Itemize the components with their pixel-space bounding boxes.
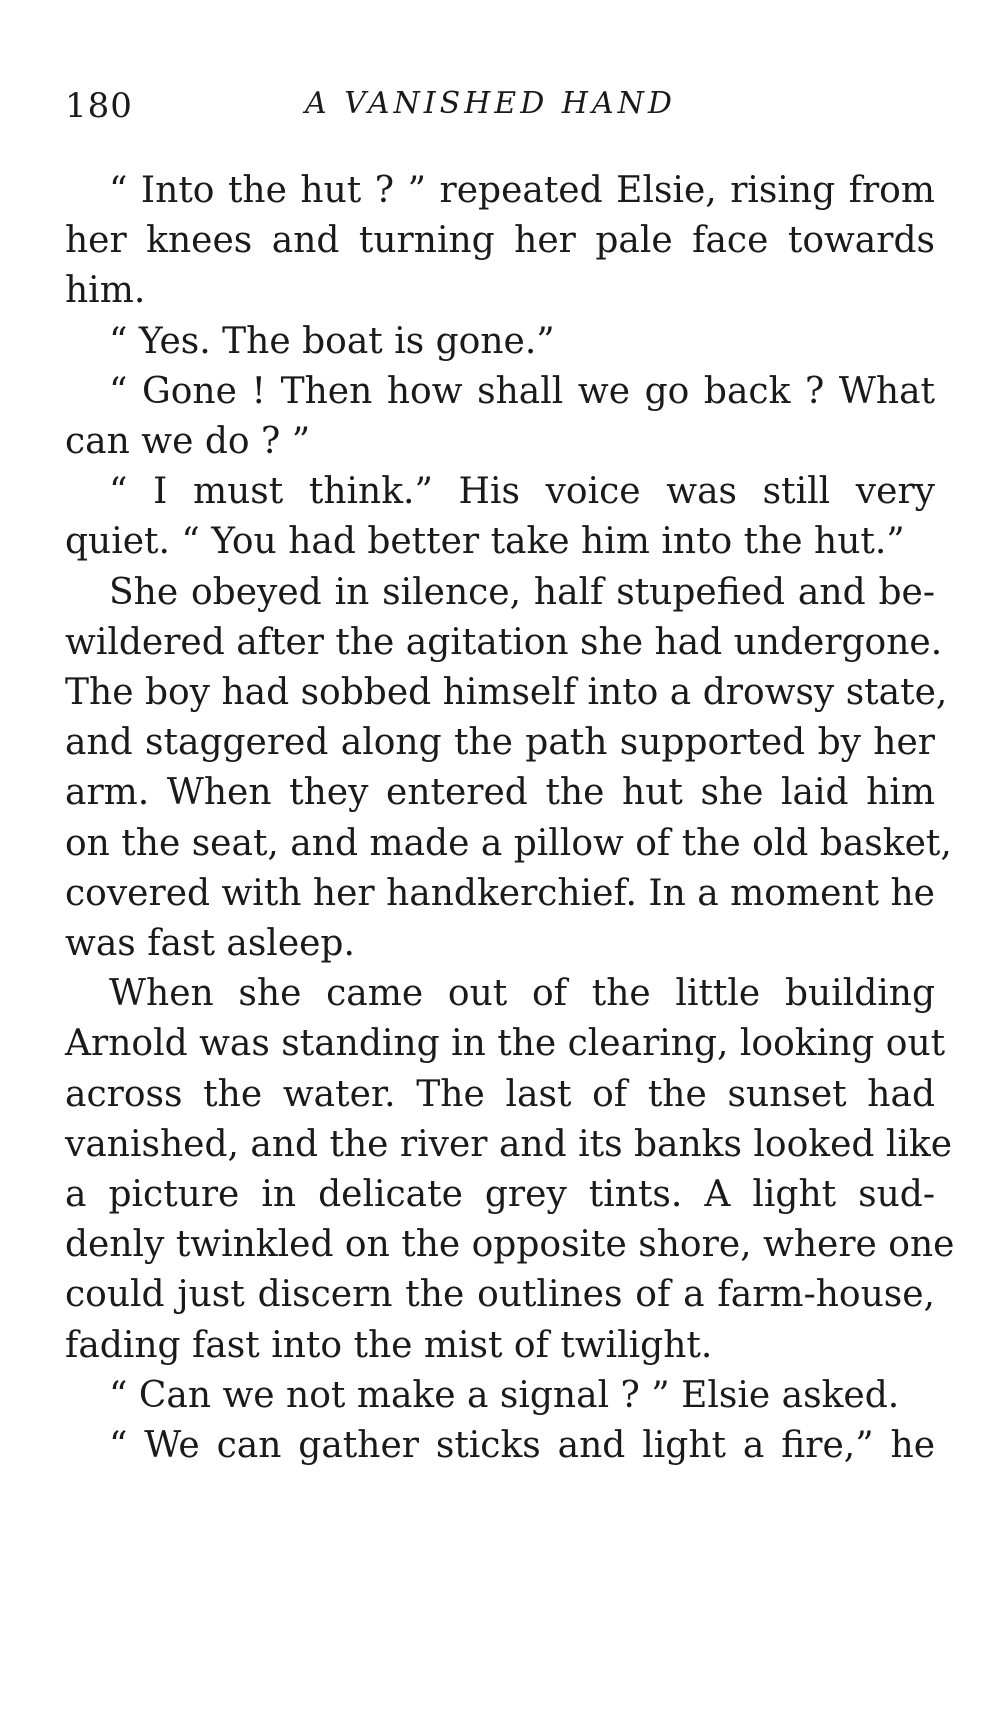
text-line: “ Into the hut ? ” repeated Elsie, rising from xyxy=(109,170,935,211)
paragraph xyxy=(65,367,935,467)
text-line: She obeyed in silence, half stupefied and be- xyxy=(109,571,935,613)
paragraph xyxy=(65,1371,935,1421)
page-header xyxy=(65,86,935,136)
text-line: vanished, and the river and its banks looked like xyxy=(65,1123,953,1165)
text-line: “ I must think.” His voice was still very xyxy=(109,471,935,513)
paragraph xyxy=(65,166,935,317)
text-line: and staggered along the path supported by her xyxy=(65,722,935,764)
text-line: fading fast into the mist of twilight. xyxy=(65,1324,713,1366)
text-line: covered with her handkerchief. In a moment he xyxy=(65,872,935,914)
text-line: denly twinkled on the opposite shore, where one xyxy=(65,1224,955,1266)
text-line: “ Can we not make a signal ? ” Elsie asked. xyxy=(109,1374,900,1416)
page-number: 180 xyxy=(65,86,133,126)
text-line: “ Gone ! Then how shall we go back ? What xyxy=(109,370,935,412)
paragraph xyxy=(65,1421,935,1471)
text-line: on the seat, and made a pillow of the old basket, xyxy=(65,822,952,864)
text-line: can we do ? ” xyxy=(65,421,311,463)
text-line: “ Yes. The boat is gone.” xyxy=(109,320,555,362)
paragraph xyxy=(65,317,935,367)
text-line: was fast asleep. xyxy=(65,923,355,965)
text-line: “ We can gather sticks and light a fire,” he xyxy=(109,1425,935,1467)
text-line: The boy had sobbed himself into a drowsy state, xyxy=(65,672,948,714)
body-text xyxy=(65,166,955,1471)
paragraph xyxy=(65,969,955,1371)
paragraph xyxy=(65,568,952,970)
running-title: A VANISHED HAND xyxy=(305,86,676,121)
text-line: her knees and turning her pale face towards xyxy=(65,220,935,262)
text-line: arm. When they entered the hut she laid him xyxy=(65,772,935,814)
text-line: Arnold was standing in the clearing, looking out xyxy=(65,1023,946,1065)
text-line: across the water. The last of the sunset had xyxy=(65,1073,935,1115)
text-line: When she came out of the little building xyxy=(109,973,935,1015)
text-line: could just discern the outlines of a farm-house, xyxy=(65,1274,935,1316)
paragraph xyxy=(65,467,935,567)
text-line: quiet. “ You had better take him into the hut.” xyxy=(65,521,905,563)
text-line: wildered after the agitation she had undergone. xyxy=(65,621,943,663)
text-line: a picture in delicate grey tints. A light sud- xyxy=(65,1174,935,1216)
text-line: him. xyxy=(65,270,146,312)
